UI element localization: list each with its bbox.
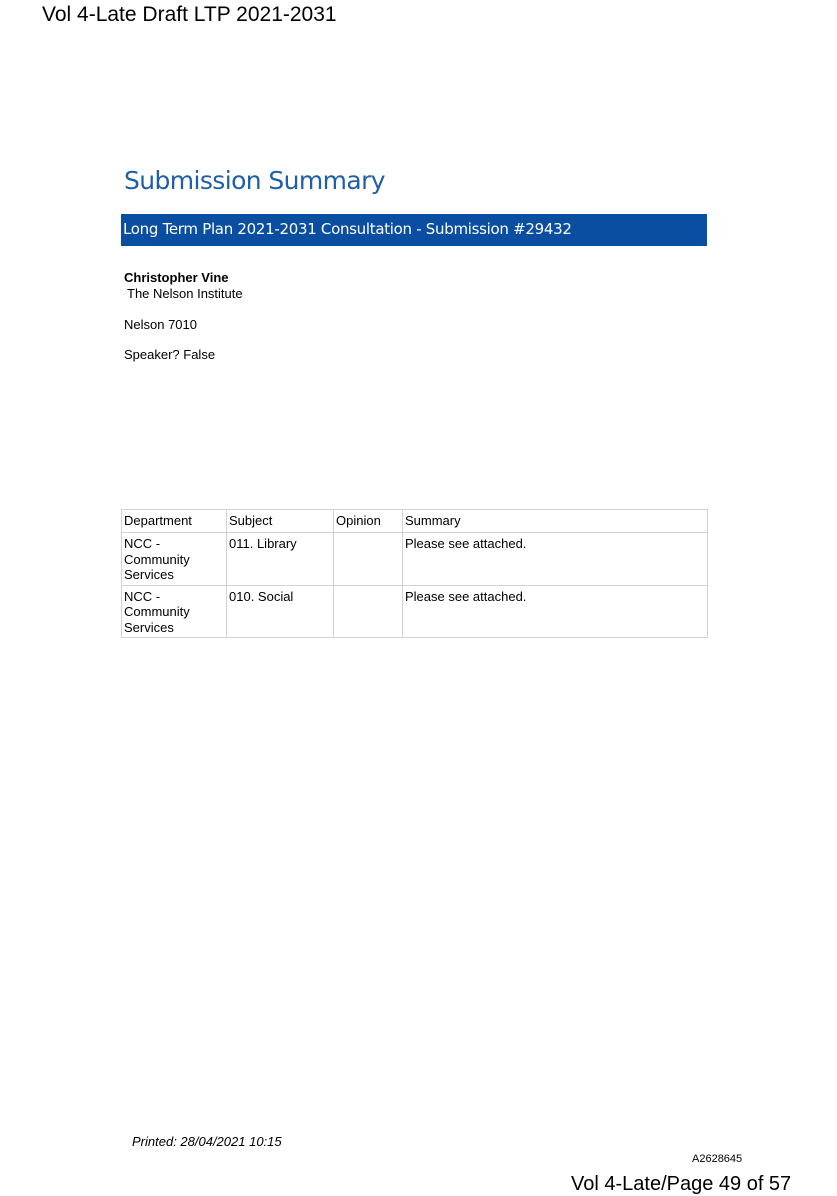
column-header-department: Department [122,510,227,533]
cell-department: NCC - Community Services [122,533,227,586]
submitter-organisation: The Nelson Institute [127,286,243,301]
table-row [122,585,708,638]
page-number: Vol 4-Late/Page 49 of 57 [571,1173,792,1195]
volume-header: Vol 4-Late Draft LTP 2021-2031 [42,3,337,26]
cell-department: NCC - Community Services [122,585,227,638]
page-title: Submission Summary [124,166,385,195]
speaker-flag: Speaker? False [124,347,216,362]
cell-opinion [334,585,403,638]
submitter-name: Christopher Vine [124,270,229,285]
cell-subject: 010. Social [227,585,334,638]
submission-table [121,509,708,638]
cell-subject: 011. Library [227,533,334,586]
column-header-summary: Summary [403,510,708,533]
cell-summary: Please see attached. [403,585,708,638]
table-header-row [122,510,708,533]
document-reference: A2628645 [692,1153,743,1165]
cell-opinion [334,533,403,586]
submission-banner [121,214,707,246]
banner-text: Long Term Plan 2021-2031 Consultation - Submission #29432 [123,220,572,238]
table-row [122,533,708,586]
printed-timestamp: Printed: 28/04/2021 10:15 [132,1134,282,1149]
cell-summary: Please see attached. [403,533,708,586]
submitter-location: Nelson 7010 [124,317,197,332]
column-header-subject: Subject [227,510,334,533]
column-header-opinion: Opinion [334,510,403,533]
